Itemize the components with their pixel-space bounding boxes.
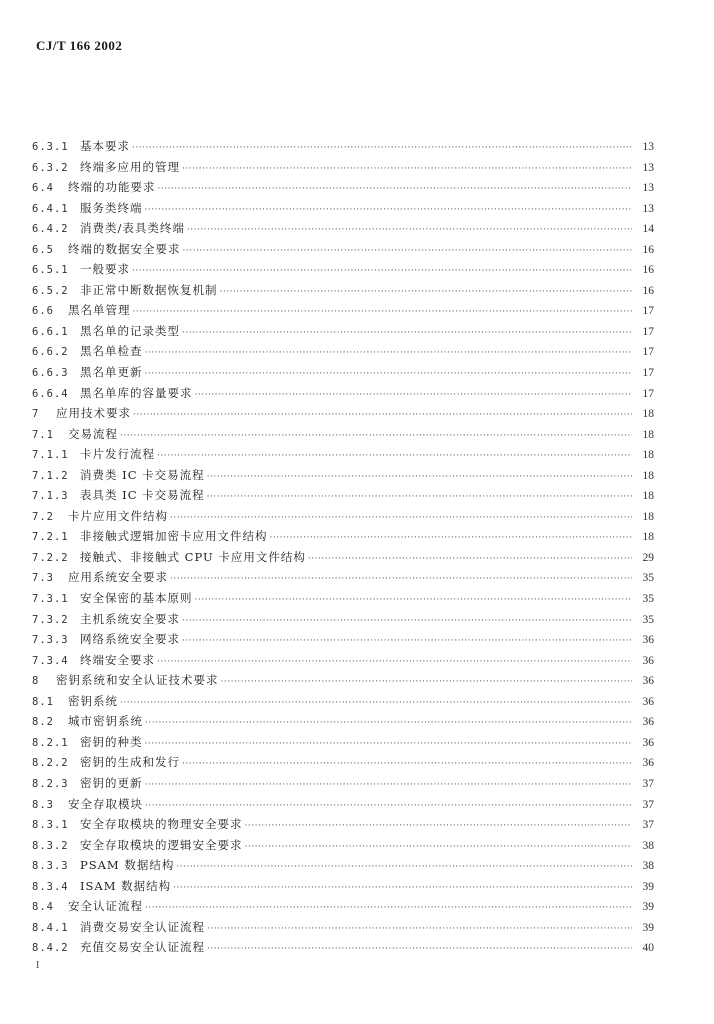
toc-entry-number: 6.6.1 <box>32 325 69 338</box>
toc-entry-number: 7.2.2 <box>32 551 69 564</box>
toc-dot-leader <box>245 837 633 858</box>
toc-entry-page: 16 <box>642 264 654 277</box>
toc-entry[interactable] <box>32 773 654 794</box>
toc-entry-page: 39 <box>642 880 654 893</box>
toc-entry-number: 8 <box>32 675 40 688</box>
toc-entry[interactable] <box>32 752 654 773</box>
toc-entry-page: 36 <box>642 757 654 770</box>
toc-entry-page: 17 <box>642 387 654 400</box>
toc-entry-title: 消费交易安全认证流程 <box>80 919 205 934</box>
toc-entry[interactable] <box>32 588 654 609</box>
toc-dot-leader <box>133 302 633 323</box>
toc-entry[interactable] <box>32 218 654 239</box>
toc-entry-title: 密钥系统和安全认证技术要求 <box>56 673 219 688</box>
toc-entry-title: 应用系统安全要求 <box>68 570 168 585</box>
toc-entry-title: 主机系统安全要求 <box>80 611 180 626</box>
toc-entry-number: 7.3.2 <box>32 613 69 626</box>
toc-dot-leader <box>245 816 633 837</box>
toc-entry-page: 37 <box>642 819 654 832</box>
toc-dot-leader <box>183 241 633 262</box>
toc-entry[interactable] <box>32 506 654 527</box>
toc-entry-title: 终端的功能要求 <box>68 180 156 195</box>
toc-entry-number: 6.4 <box>32 182 54 195</box>
page-number: I <box>36 960 40 971</box>
toc-entry-page: 18 <box>642 428 654 441</box>
toc-entry-number: 6.3.1 <box>32 141 69 153</box>
toc-dot-leader <box>207 467 632 488</box>
toc-dot-leader <box>220 282 633 303</box>
toc-entry-number: 6.4.1 <box>32 202 69 215</box>
toc-entry-title: 黑名单库的容量要求 <box>80 385 193 400</box>
toc-dot-leader <box>182 754 632 775</box>
toc-entry-number: 7.3.4 <box>32 654 69 667</box>
toc-entry-page: 29 <box>642 551 654 564</box>
toc-entry-page: 35 <box>642 572 654 585</box>
toc-entry[interactable] <box>32 629 654 650</box>
toc-entry[interactable] <box>32 383 654 404</box>
toc-dot-leader <box>308 549 632 570</box>
toc-entry-page: 18 <box>642 510 654 523</box>
toc-dot-leader <box>157 446 632 467</box>
toc-entry-title: 表具类 IC 卡交易流程 <box>80 488 205 503</box>
toc-entry-number: 8.4.2 <box>32 942 69 955</box>
toc-entry-page: 39 <box>642 901 654 914</box>
toc-entry-number: 7.3.3 <box>32 634 69 647</box>
toc-entry-title: 安全存取模块的物理安全要求 <box>80 817 243 832</box>
toc-entry[interactable] <box>32 239 654 260</box>
toc-entry-title: 黑名单更新 <box>80 365 143 380</box>
toc-entry-page: 17 <box>642 305 654 318</box>
toc-dot-leader <box>182 159 632 180</box>
toc-entry-number: 7.2.1 <box>32 531 69 544</box>
toc-entry-title: 黑名单检查 <box>80 344 143 359</box>
toc-entry-number: 6.6 <box>32 305 54 318</box>
toc-entry-title: 服务类终端 <box>80 200 143 215</box>
toc-entry-page: 18 <box>642 408 654 421</box>
toc-entry-title: 安全存取模块 <box>68 796 143 811</box>
toc-entry-title: 充值交易安全认证流程 <box>80 940 205 955</box>
toc-entry[interactable] <box>32 362 654 383</box>
table-of-contents <box>32 136 654 958</box>
toc-dot-leader <box>145 713 632 734</box>
toc-dot-leader <box>221 672 633 693</box>
toc-dot-leader <box>132 261 632 282</box>
toc-entry[interactable] <box>32 711 654 732</box>
toc-entry-page: 17 <box>642 367 654 380</box>
toc-entry-page: 13 <box>642 141 654 153</box>
toc-entry-title: 黑名单的记录类型 <box>80 323 180 338</box>
toc-entry-page: 16 <box>642 243 654 256</box>
toc-dot-leader <box>170 508 632 529</box>
toc-entry[interactable] <box>32 835 654 856</box>
toc-entry[interactable] <box>32 794 654 815</box>
toc-entry-number: 6.5.1 <box>32 264 69 277</box>
toc-entry-page: 35 <box>642 613 654 626</box>
toc-entry-page: 36 <box>642 634 654 647</box>
toc-entry-page: 37 <box>642 798 654 811</box>
toc-entry-page: 37 <box>642 777 654 790</box>
toc-entry-title: 密钥系统 <box>68 693 118 708</box>
toc-entry[interactable] <box>32 650 654 671</box>
toc-entry-number: 8.3.1 <box>32 819 69 832</box>
toc-entry-title: 消费类 IC 卡交易流程 <box>80 467 205 482</box>
toc-entry-page: 13 <box>642 202 654 215</box>
toc-dot-leader <box>120 693 632 714</box>
toc-entry-number: 8.3.3 <box>32 860 69 873</box>
toc-entry[interactable] <box>32 465 654 486</box>
toc-entry-title: 卡片应用文件结构 <box>68 508 168 523</box>
toc-entry[interactable] <box>32 567 654 588</box>
toc-dot-leader <box>145 200 633 221</box>
toc-entry-number: 6.6.3 <box>32 367 69 380</box>
toc-entry-title: 非正常中断数据恢复机制 <box>80 282 218 297</box>
toc-entry-title: PSAM 数据结构 <box>80 858 175 873</box>
toc-entry-page: 36 <box>642 654 654 667</box>
toc-entry-number: 8.2.3 <box>32 777 69 790</box>
toc-dot-leader <box>157 652 632 673</box>
toc-entry-number: 6.5.2 <box>32 284 69 297</box>
toc-entry-title: 消费类/表具类终端 <box>80 221 185 236</box>
toc-entry[interactable] <box>32 547 654 568</box>
toc-entry-title: 安全存取模块的逻辑安全要求 <box>80 837 243 852</box>
toc-entry-page: 13 <box>642 182 654 195</box>
toc-dot-leader <box>145 343 633 364</box>
toc-entry-number: 6.5 <box>32 243 54 256</box>
toc-entry-title: 接触式、非接触式 CPU 卡应用文件结构 <box>80 549 306 564</box>
toc-entry-number: 8.2.2 <box>32 757 69 770</box>
toc-entry-page: 38 <box>642 839 654 852</box>
toc-dot-leader <box>145 898 632 919</box>
toc-entry-number: 6.3.2 <box>32 161 69 174</box>
toc-entry-number: 8.1 <box>32 695 54 708</box>
toc-dot-leader <box>145 796 632 817</box>
toc-dot-leader <box>176 857 632 878</box>
toc-entry[interactable] <box>32 855 654 876</box>
toc-entry[interactable] <box>32 814 654 835</box>
toc-entry-title: 非接触式逻辑加密卡应用文件结构 <box>80 529 268 544</box>
toc-dot-leader <box>187 220 632 241</box>
toc-entry[interactable] <box>32 732 654 753</box>
toc-dot-leader <box>133 405 632 426</box>
toc-entry[interactable] <box>32 670 654 691</box>
toc-entry-title: 城市密钥系统 <box>68 714 143 729</box>
toc-dot-leader <box>182 611 632 632</box>
toc-entry-title: 密钥的更新 <box>80 775 143 790</box>
toc-entry[interactable] <box>32 424 654 445</box>
toc-entry-number: 7.2 <box>32 510 54 523</box>
toc-entry[interactable] <box>32 937 654 958</box>
toc-dot-leader <box>270 528 633 549</box>
toc-entry[interactable] <box>32 444 654 465</box>
toc-entry[interactable] <box>32 136 654 157</box>
toc-entry[interactable] <box>32 157 654 178</box>
toc-entry-number: 8.3 <box>32 798 54 811</box>
toc-entry-title: 基本要求 <box>80 139 130 153</box>
toc-dot-leader <box>207 487 632 508</box>
toc-entry-title: 交易流程 <box>68 426 118 441</box>
toc-entry-page: 35 <box>642 593 654 606</box>
toc-entry-number: 7.1.1 <box>32 449 69 462</box>
toc-entry-title: 黑名单管理 <box>68 303 131 318</box>
toc-entry-number: 7.1.2 <box>32 469 69 482</box>
toc-entry-page: 39 <box>642 921 654 934</box>
toc-entry[interactable] <box>32 485 654 506</box>
toc-entry-page: 18 <box>642 469 654 482</box>
toc-entry-number: 6.6.4 <box>32 387 69 400</box>
toc-entry[interactable] <box>32 526 654 547</box>
toc-entry-page: 14 <box>642 223 654 236</box>
toc-entry-number: 7.3 <box>32 572 54 585</box>
toc-dot-leader <box>132 138 632 159</box>
toc-entry-page: 17 <box>642 325 654 338</box>
toc-entry-title: 安全保密的基本原则 <box>80 591 193 606</box>
toc-entry-title: 一般要求 <box>80 262 130 277</box>
document-code-header: CJ/T 166 2002 <box>36 38 123 53</box>
toc-entry-number: 6.4.2 <box>32 223 69 236</box>
toc-dot-leader <box>145 364 633 385</box>
toc-entry[interactable] <box>32 917 654 938</box>
toc-dot-leader <box>182 323 632 344</box>
toc-dot-leader <box>182 631 632 652</box>
toc-entry-number: 8.3.2 <box>32 839 69 852</box>
toc-entry[interactable] <box>32 177 654 198</box>
toc-entry[interactable] <box>32 341 654 362</box>
toc-entry[interactable] <box>32 300 654 321</box>
toc-entry-page: 13 <box>642 161 654 174</box>
toc-entry-number: 8.2.1 <box>32 736 69 749</box>
toc-entry[interactable] <box>32 198 654 219</box>
toc-entry[interactable] <box>32 691 654 712</box>
toc-dot-leader <box>145 775 633 796</box>
toc-entry-page: 18 <box>642 449 654 462</box>
toc-entry-number: 6.6.2 <box>32 346 69 359</box>
toc-dot-leader <box>195 590 633 611</box>
toc-entry[interactable] <box>32 259 654 280</box>
toc-entry-title: 密钥的生成和发行 <box>80 755 180 770</box>
toc-dot-leader <box>207 939 632 960</box>
toc-dot-leader <box>145 734 633 755</box>
toc-dot-leader <box>170 569 632 590</box>
toc-entry-number: 7.1 <box>32 428 54 441</box>
toc-dot-leader <box>158 179 633 200</box>
toc-entry-page: 38 <box>642 860 654 873</box>
toc-entry-title: 终端多应用的管理 <box>80 159 180 174</box>
toc-dot-leader <box>173 878 632 899</box>
toc-entry-page: 18 <box>642 531 654 544</box>
toc-entry-title: 卡片发行流程 <box>80 447 155 462</box>
toc-entry-page: 36 <box>642 716 654 729</box>
toc-entry-title: 应用技术要求 <box>56 406 131 421</box>
toc-entry-page: 17 <box>642 346 654 359</box>
toc-entry-number: 8.4 <box>32 901 54 914</box>
toc-entry-title: 密钥的种类 <box>80 734 143 749</box>
toc-entry-number: 8.3.4 <box>32 880 69 893</box>
toc-dot-leader <box>120 426 632 447</box>
toc-entry-number: 8.2 <box>32 716 54 729</box>
toc-entry-number: 7 <box>32 408 40 421</box>
toc-entry-page: 16 <box>642 284 654 297</box>
toc-dot-leader <box>207 919 632 940</box>
toc-entry-title: 网络系统安全要求 <box>80 632 180 647</box>
toc-entry-title: 安全认证流程 <box>68 899 143 914</box>
toc-entry-page: 36 <box>642 736 654 749</box>
toc-entry-title: ISAM 数据结构 <box>80 878 172 893</box>
toc-entry-page: 18 <box>642 490 654 503</box>
toc-entry[interactable] <box>32 280 654 301</box>
toc-entry-title: 终端的数据安全要求 <box>68 241 181 256</box>
toc-entry-page: 36 <box>642 675 654 688</box>
toc-entry-title: 终端安全要求 <box>80 652 155 667</box>
toc-dot-leader <box>195 385 633 406</box>
toc-entry-number: 7.3.1 <box>32 593 69 606</box>
toc-entry-page: 40 <box>642 942 654 955</box>
toc-entry[interactable] <box>32 876 654 897</box>
toc-entry-number: 8.4.1 <box>32 921 69 934</box>
toc-entry-page: 36 <box>642 695 654 708</box>
toc-entry[interactable] <box>32 321 654 342</box>
toc-entry[interactable] <box>32 896 654 917</box>
toc-entry-number: 7.1.3 <box>32 490 69 503</box>
toc-entry[interactable] <box>32 609 654 630</box>
toc-entry[interactable] <box>32 403 654 424</box>
